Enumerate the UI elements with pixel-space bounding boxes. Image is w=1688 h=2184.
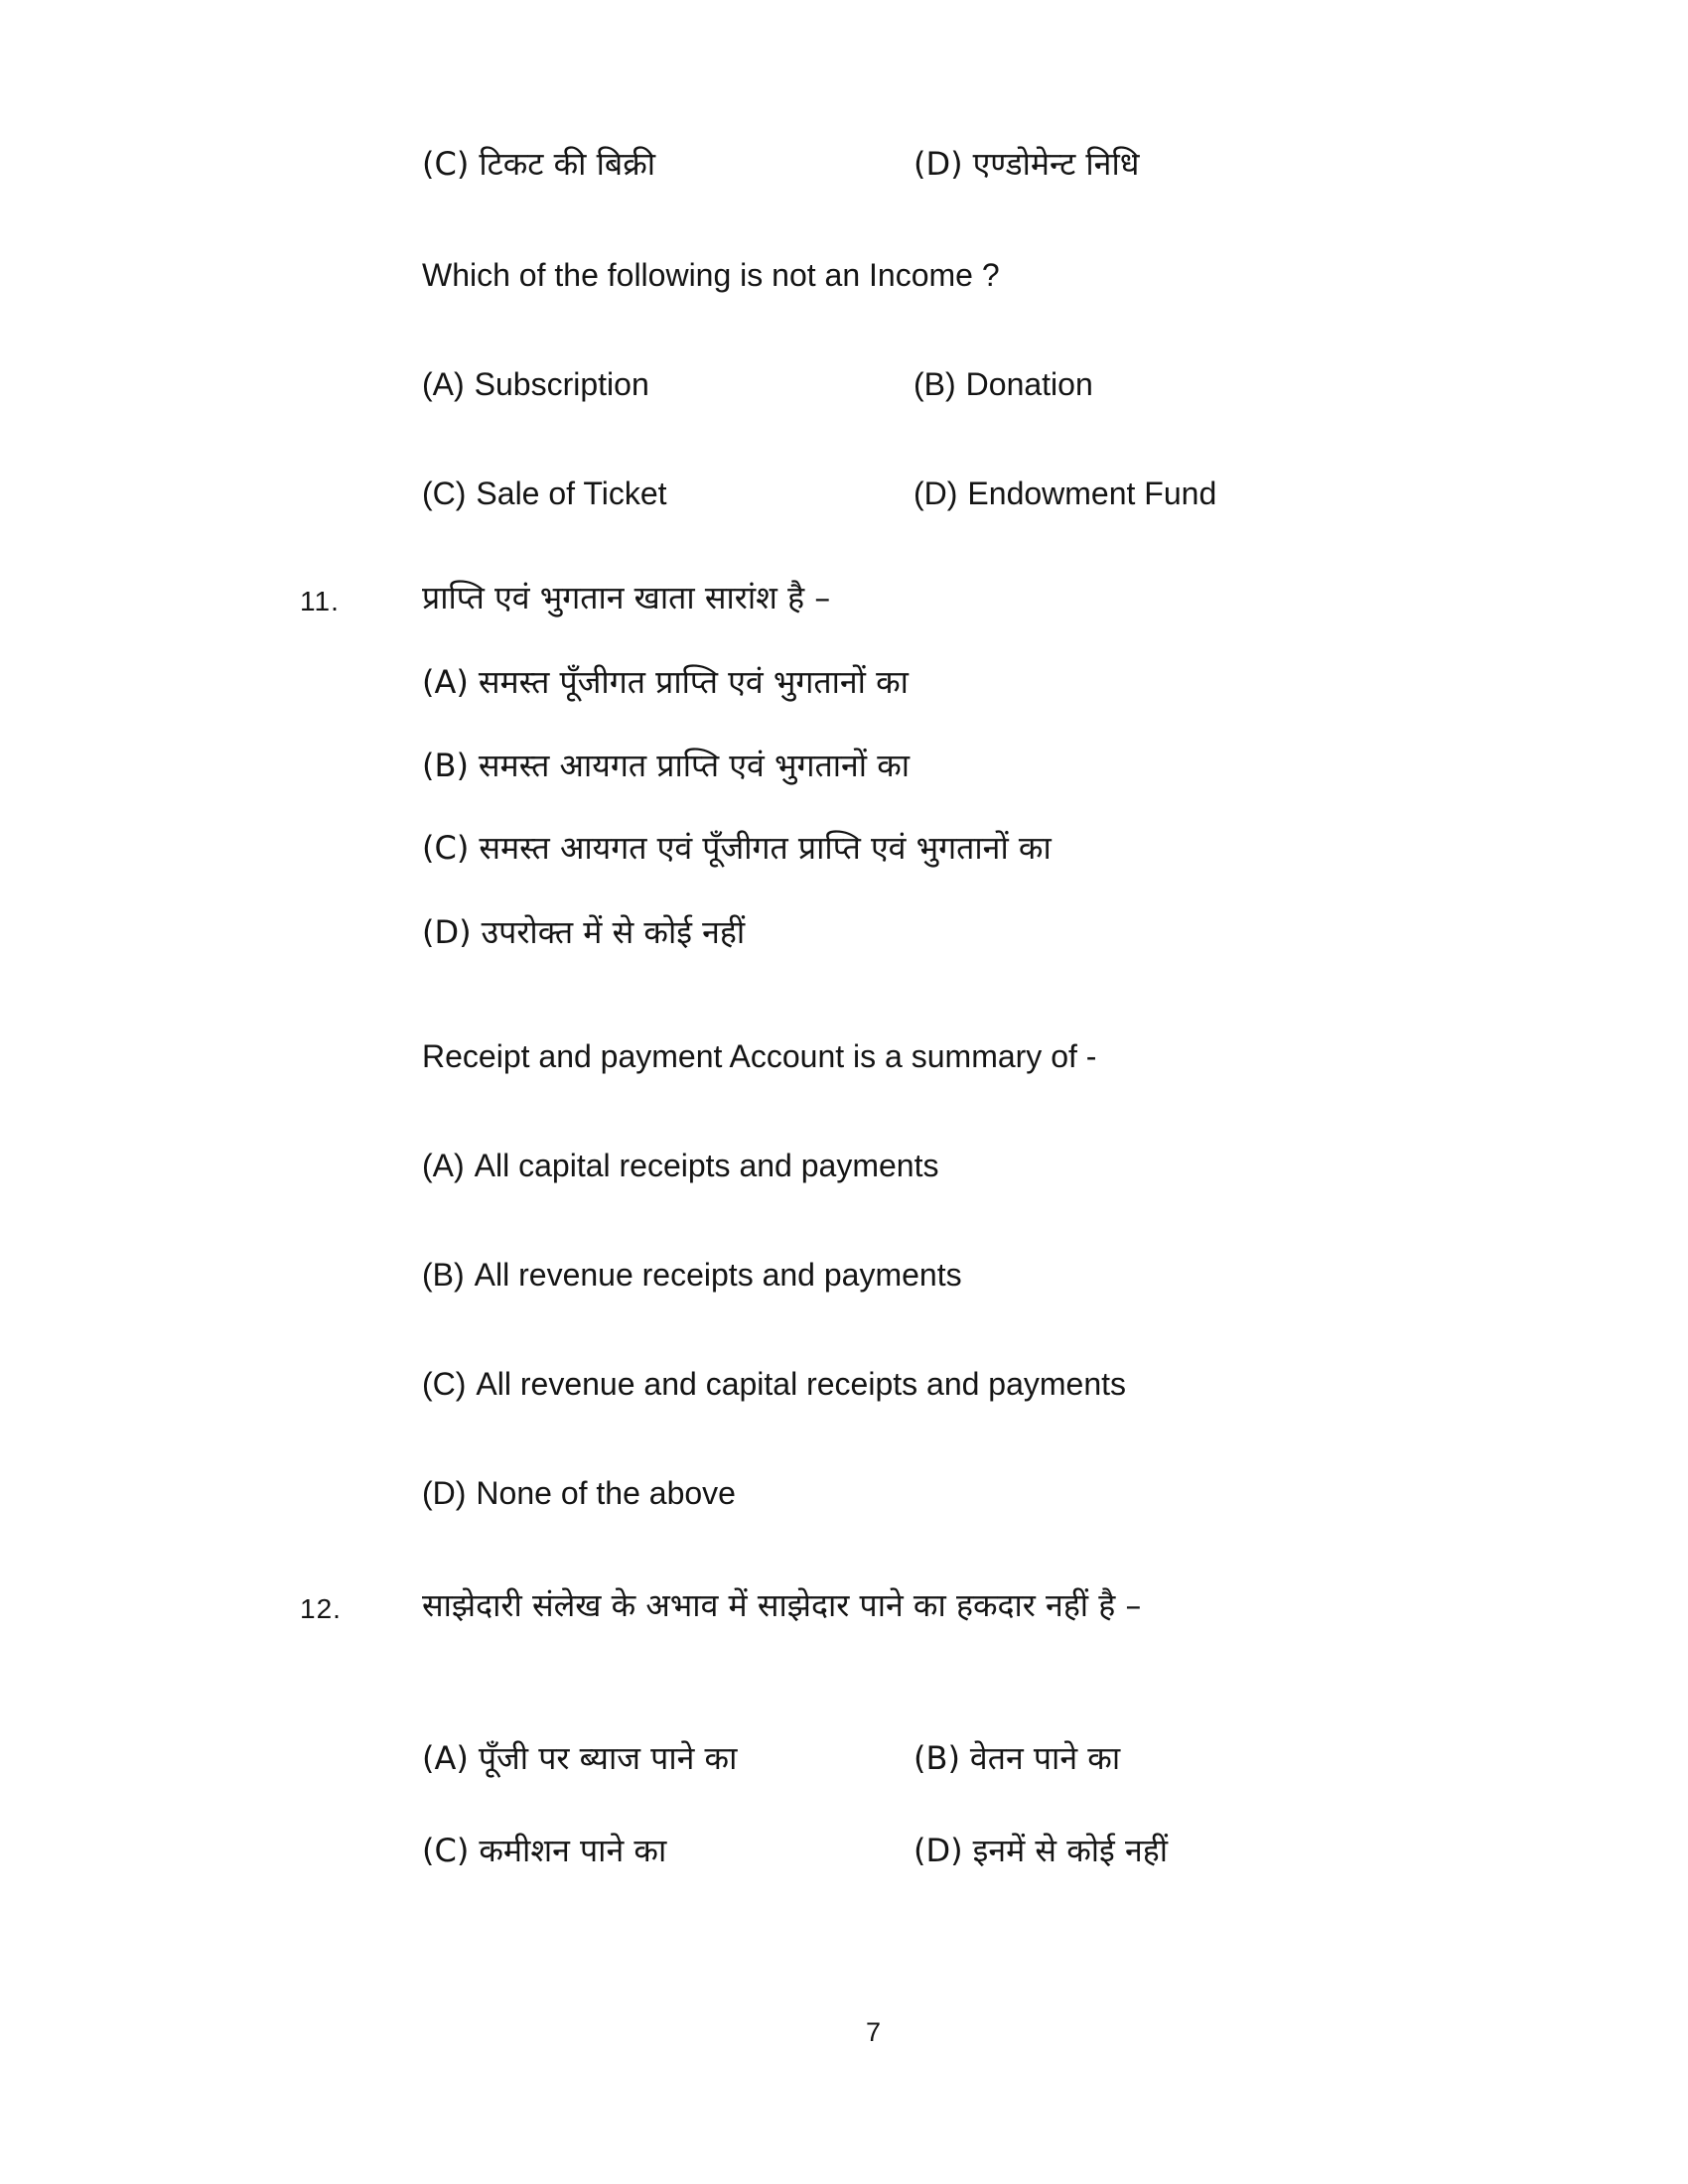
option-text: कमीशन पाने का [479,1832,667,1869]
prev-question-english-text: Which of the following is not an Income ? [422,257,1000,293]
option-label: (C) [422,1366,467,1402]
option-text: इनमें से कोई नहीं [972,1832,1168,1869]
question-12-hindi-text: साझेदारी संलेख के अभाव में साझेदार पाने का हकदार नहीं है – [422,1586,1142,1624]
question-11-option-d-english [422,1474,736,1512]
question-11-option-a-english [422,1147,938,1184]
question-11-option-b-english [422,1256,962,1294]
prev-question-option-c-hindi [422,145,655,183]
option-text: उपरोक्त में से कोई नहीं [481,913,746,951]
option-text: All capital receipts and payments [474,1148,939,1183]
question-11-option-c-english [422,1365,1126,1403]
option-label: (A) [422,1739,469,1777]
option-label: (D) [422,913,472,951]
question-11-hindi-text: प्राप्ति एवं भुगतान खाता सारांश है – [422,579,831,616]
option-label: (A) [422,663,469,701]
option-text: Subscription [474,366,649,402]
option-label: (B) [422,1257,465,1293]
option-label: (A) [422,1148,465,1183]
question-12-option-b-hindi [914,1739,1120,1777]
option-text: None of the above [476,1475,736,1511]
option-text: समस्त आयगत प्राप्ति एवं भुगतानों का [478,747,911,784]
question-11-option-a-hindi [422,663,909,701]
prev-question-option-b-english [914,365,1093,403]
option-text: पूँजी पर ब्याज पाने का [478,1739,738,1777]
prev-question-option-a-english [422,365,649,403]
question-11-option-c-hindi [422,829,1052,867]
option-text: Endowment Fund [967,476,1217,511]
option-label: (C) [422,829,470,867]
question-12-number: 12. [300,1593,342,1624]
option-text: समस्त पूँजीगत प्राप्ति एवं भुगतानों का [478,663,909,701]
prev-question-option-d-english [914,475,1216,512]
prev-question-option-d-hindi [914,145,1139,183]
option-label: (C) [422,145,470,183]
option-label: (D) [914,476,958,511]
option-label: (B) [914,1739,960,1777]
option-text: All revenue receipts and payments [474,1257,962,1293]
option-label: (C) [422,476,467,511]
option-text: समस्त आयगत एवं पूँजीगत प्राप्ति एवं भुगतानों का [479,829,1052,867]
option-label: (D) [914,145,963,183]
option-label: (A) [422,366,465,402]
option-text: टिकट की बिक्री [479,145,656,183]
question-12-option-d-hindi [914,1832,1168,1869]
option-label: (B) [422,747,469,784]
option-text: All revenue and capital receipts and payments [476,1366,1127,1402]
option-label: (B) [914,366,956,402]
option-text: Sale of Ticket [476,476,667,511]
question-12-option-a-hindi [422,1739,737,1777]
option-label: (D) [422,1475,467,1511]
option-label: (C) [422,1832,470,1869]
question-11-number: 11. [300,586,340,616]
option-label: (D) [914,1832,963,1869]
option-text: वेतन पाने का [969,1739,1121,1777]
question-11-english-text: Receipt and payment Account is a summary of - [422,1038,1097,1074]
page-number: 7 [866,2017,882,2047]
prev-question-option-c-english [422,475,667,512]
question-12-option-c-hindi [422,1832,666,1869]
question-11-option-d-hindi [422,913,745,951]
option-text: एण्डोमेन्ट निधि [972,145,1140,183]
option-text: Donation [965,366,1093,402]
question-11-option-b-hindi [422,747,910,784]
